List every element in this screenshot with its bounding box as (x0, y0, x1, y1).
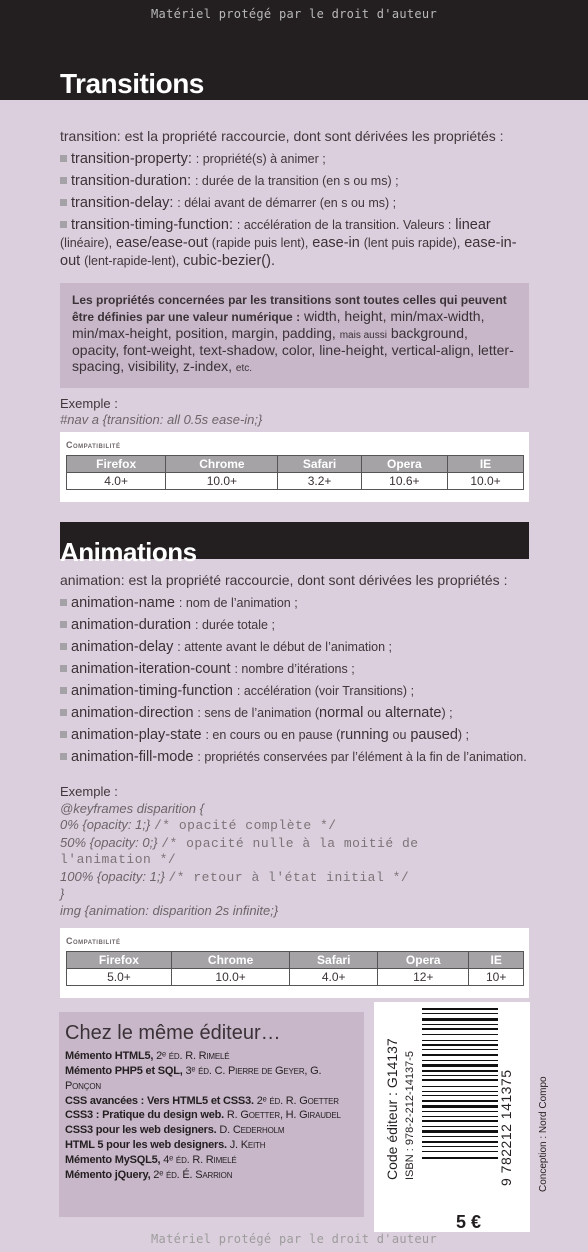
animatable-properties-box (60, 283, 529, 388)
browser-ie: IE (448, 456, 524, 473)
book-title: Mémento MySQL5, (65, 1153, 161, 1166)
value-ease: ease/ease-out (116, 235, 208, 251)
transition-property-item (60, 150, 530, 168)
transition-duration-item (60, 172, 530, 190)
example-label: Exemple : (60, 784, 118, 799)
bullet-icon (60, 155, 67, 162)
book-title: Mémento PHP5 et SQL, (65, 1064, 183, 1077)
book-info: J. Keith (229, 1139, 266, 1152)
value-running: running (340, 727, 389, 744)
compatibility-table-transitions (60, 432, 529, 502)
browser-opera: Opera (361, 456, 447, 473)
paren-end: ) ; (441, 706, 453, 721)
barcode-icon (422, 1008, 498, 1186)
animations-title: Animations (60, 537, 197, 567)
animations-example (60, 784, 530, 919)
transitions-example (60, 396, 530, 429)
browser-firefox: Firefox (67, 456, 166, 473)
prop-desc: : propriété(s) à animer ; (195, 151, 326, 166)
prop-desc: : accélération de la transition. Valeurs : (236, 217, 452, 232)
value-ease-in: ease-in (312, 235, 360, 251)
book-info: 2ᵉ éd. R. Rimelé (156, 1050, 230, 1062)
prop-name: transition-delay: (71, 194, 174, 211)
code-comment: /* opacité nulle à la moitié de (161, 835, 419, 851)
barcode-area (374, 1002, 530, 1232)
animations-description (60, 572, 530, 767)
book-item (65, 1049, 358, 1064)
prop-name: animation-play-state (71, 727, 202, 744)
prop-name: animation-duration (71, 616, 192, 633)
box-mais-aussi: mais aussi (339, 329, 387, 341)
code-line: 0% {opacity: 1;} (60, 817, 151, 832)
prop-desc: : en cours ou en pause ( (205, 728, 341, 743)
price: 5 € (456, 1212, 482, 1232)
book-info: R. Goetter, H. Giraudel (226, 1109, 341, 1122)
prop-name: animation-timing-function (71, 683, 233, 699)
prop-desc: : accélération (voir Transitions) ; (236, 684, 415, 698)
bullet-icon (60, 621, 67, 628)
example-code: #nav a {transition: all 0.5s ease-in;} (60, 412, 263, 428)
prop-name: animation-iteration-count (71, 660, 231, 677)
word-ou: ou (392, 728, 407, 743)
bullet-icon (60, 221, 67, 228)
box-etc: etc. (235, 363, 253, 375)
browser-opera: Opera (378, 952, 469, 969)
animation-name-item (60, 594, 530, 612)
same-publisher-title: Chez le même éditeur… (65, 1022, 281, 1044)
bullet-icon (60, 687, 67, 694)
book-item (65, 1064, 358, 1094)
conception-credit: Conception : Nord Compo (538, 1076, 549, 1192)
animation-delay-item (60, 638, 530, 656)
prop-name: animation-fill-mode (71, 749, 194, 766)
transition-delay-item (60, 194, 530, 212)
prop-desc: : sens de l’animation ( (197, 706, 319, 721)
browser-chrome: Chrome (171, 952, 289, 969)
isbn-text: ISBN : 978-2-212-14137-5 (404, 1050, 416, 1180)
value-normal: normal (319, 705, 364, 722)
box-props-1: width, height, min/max-width, min/max-height, position, margin, padding, (72, 307, 485, 341)
compatibility-table-animations (60, 928, 529, 998)
browser-table (66, 455, 524, 490)
compatibility-title: Compatibilité (66, 936, 121, 946)
prop-desc: : durée de la transition (en s ou ms) ; (194, 173, 399, 188)
prop-desc: : délai avant de démarrer (en s ou ms) ; (177, 195, 397, 210)
book-title: Mémento jQuery, (65, 1168, 151, 1181)
version-chrome: 10.0+ (166, 473, 278, 490)
bullet-icon (60, 643, 67, 650)
bullet-icon (60, 665, 67, 672)
prop-name: transition-timing-function: (71, 216, 233, 233)
value-paused: paused (410, 727, 458, 744)
browser-safari: Safari (290, 952, 378, 969)
book-item (65, 1138, 358, 1153)
transitions-intro: transition: est la propriété raccourcie, dont sont dérivées les propriétés : (60, 128, 504, 144)
box-heading: Les propriétés concernées par les transitions sont toutes celles qui peuvent être définies par une valeur numérique : (72, 293, 507, 324)
bullet-icon (60, 177, 67, 184)
code-comment: /* opacité complète */ (153, 818, 337, 833)
code-comment: l'animation */ (60, 852, 177, 867)
same-publisher-box (59, 1012, 364, 1217)
paren-end: ) ; (457, 728, 470, 743)
code-line: img {animation: disparition 2s infinite;} (60, 902, 279, 918)
prop-name: transition-property: (71, 150, 192, 167)
version-safari: 4.0+ (290, 969, 378, 986)
animation-duration-item (60, 616, 530, 634)
animation-direction-item (60, 704, 530, 722)
version-ie: 10+ (469, 969, 524, 986)
prop-desc: : propriétés conservées par l’élément à la fin de l’animation. (197, 750, 527, 765)
prop-name: animation-direction (71, 705, 194, 722)
version-chrome: 10.0+ (171, 969, 289, 986)
prop-desc: : nombre d’itérations ; (234, 661, 355, 676)
barcode-digits: 9 782212 141375 (498, 1069, 514, 1186)
book-title: CSS3 pour les web designers. (65, 1124, 217, 1137)
copyright-watermark-top: Matériel protégé par le droit d'auteur (151, 7, 437, 21)
value-desc: (rapide puis lent), (211, 236, 309, 250)
book-info: 2ᵉ éd. É. Sarrion (153, 1168, 233, 1181)
value-alternate: alternate (385, 705, 442, 722)
transition-timing-item (60, 216, 530, 270)
bullet-icon (60, 599, 67, 606)
book-info: D. Cederholm (219, 1124, 285, 1137)
version-safari: 3.2+ (278, 473, 361, 490)
code-line: 50% {opacity: 0;} (60, 834, 158, 850)
browser-safari: Safari (278, 456, 361, 473)
code-comment: /* retour à l'état initial */ (168, 869, 410, 885)
word-ou: ou (367, 706, 382, 721)
value-ease-in-out: ease-in-out (60, 235, 517, 270)
value-desc: (linéaire), (60, 236, 113, 250)
bullet-icon (60, 709, 67, 716)
prop-name: animation-delay (71, 638, 174, 655)
book-title: CSS avancées : Vers HTML5 et CSS3. (65, 1094, 254, 1107)
animation-timing-item (60, 682, 530, 700)
compatibility-title: Compatibilité (66, 440, 121, 450)
browser-firefox: Firefox (67, 952, 172, 969)
copyright-watermark-bottom: Matériel protégé par le droit d'auteur (151, 1232, 437, 1246)
code-line: 100% {opacity: 1;} (60, 868, 165, 884)
value-desc: (lent puis rapide), (363, 236, 461, 250)
book-item (65, 1168, 358, 1183)
code-line: } (60, 886, 65, 901)
version-firefox: 5.0+ (67, 969, 172, 986)
browser-ie: IE (469, 952, 524, 969)
book-info: 2ᵉ éd. R. Goetter (256, 1094, 339, 1107)
book-title: CSS3 : Pratique du design web. (65, 1109, 225, 1122)
prop-desc: : durée totale ; (195, 617, 275, 632)
browser-chrome: Chrome (166, 456, 278, 473)
bullet-icon (60, 199, 67, 206)
version-firefox: 4.0+ (67, 473, 166, 490)
prop-name: transition-duration: (71, 172, 192, 189)
book-info: 3ᵉ éd. C. Pierre de Geyer, G. Ponçon (65, 1064, 322, 1092)
book-item (65, 1123, 358, 1138)
bullet-icon (60, 753, 67, 760)
animation-play-state-item (60, 726, 530, 744)
book-title: HTML 5 pour les web designers. (65, 1139, 227, 1152)
book-title: Mémento HTML5, (65, 1050, 154, 1062)
prop-desc: : nom de l’animation ; (178, 595, 298, 610)
version-opera: 10.6+ (361, 473, 447, 490)
prop-desc: : attente avant le début de l’animation ; (177, 639, 392, 654)
animations-intro: animation: est la propriété raccourcie, dont sont dérivées les propriétés : (60, 572, 508, 588)
book-item (65, 1153, 358, 1168)
version-opera: 12+ (378, 969, 469, 986)
book-item (65, 1108, 358, 1123)
browser-table (66, 951, 524, 986)
bullet-icon (60, 731, 67, 738)
value-desc: (lent-rapide-lent), (84, 254, 180, 269)
value-linear: linear (455, 216, 491, 233)
value-cubic-bezier: cubic-bezier(). (183, 253, 275, 270)
book-item (65, 1094, 358, 1109)
animation-fill-mode-item (60, 748, 530, 766)
box-props-2: background, opacity, font-weight, text-shadow, color, line-height, vertical-align, letter-spacing, visibility, z-index, (72, 324, 514, 375)
version-ie: 10.0+ (448, 473, 524, 490)
prop-name: animation-name (71, 594, 175, 611)
transitions-description (60, 128, 530, 270)
example-label: Exemple : (60, 396, 118, 411)
code-line: @keyframes disparition { (60, 800, 204, 816)
animation-iteration-item (60, 660, 530, 678)
book-info: 4ᵉ éd. R. Rimelé (163, 1153, 237, 1166)
publisher-code: Code éditeur : G14137 (384, 1038, 400, 1180)
transitions-title: Transitions (60, 68, 204, 99)
